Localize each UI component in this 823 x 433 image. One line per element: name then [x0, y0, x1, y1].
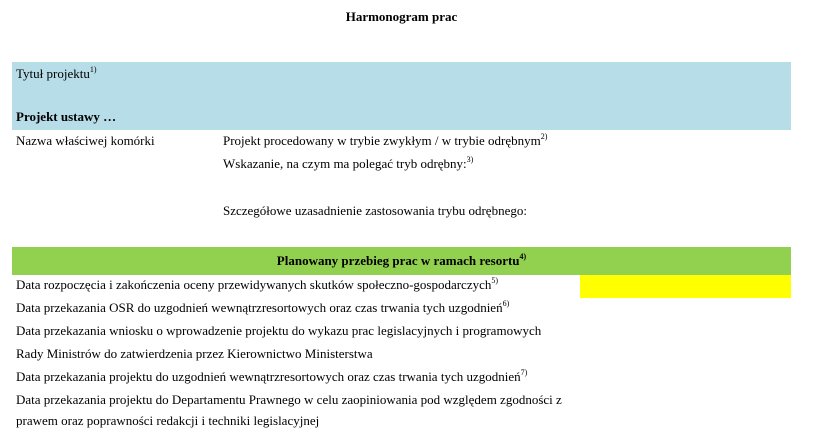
indication-label-text: Wskazanie, na czym ma polegać tryb odrębny:	[223, 156, 467, 171]
list-item: Rady Ministrów do zatwierdzenia przez Kierownictwo Ministerstwa	[16, 346, 373, 361]
footnote-1: 1)	[89, 64, 97, 74]
footnote-3: 3)	[466, 154, 474, 164]
justification-label: Szczegółowe uzasadnienie zastosowania trybu odrębnego:	[223, 203, 527, 218]
indication-label	[223, 156, 473, 172]
document-title: Harmonogram prac	[345, 9, 458, 24]
project-title-label-text: Tytuł projektu	[16, 66, 90, 81]
row-text: Data przekazania projektu do uzgodnień wewnątrzresortowych oraz czas trwania tych uzgodnień	[16, 369, 521, 384]
footnote-2: 2)	[540, 131, 548, 141]
row-text: Data rozpoczęcia i zakończenia oceny przewidywanych skutków społeczno-gospodarczych	[16, 277, 492, 292]
list-item: Data przekazania projektu do Departamentu Prawnego w celu zaopiniowania pod względem zgodności z	[16, 392, 562, 407]
project-title-label	[16, 66, 97, 82]
procedure-label	[223, 133, 547, 149]
section-header	[12, 253, 791, 269]
row-text: Data przekazania OSR do uzgodnień wewnątrzresortowych oraz czas trwania tych uzgodnień	[16, 300, 503, 315]
list-item	[16, 300, 509, 316]
footnote-5: 5)	[491, 275, 499, 285]
footnote-7: 7)	[520, 367, 528, 377]
list-item	[16, 369, 527, 385]
list-item: Data przekazania wniosku o wprowadzenie projektu do wykazu prac legislacyjnych i programowych	[16, 323, 542, 338]
procedure-label-text: Projekt procedowany w trybie zwykłym / w trybie odrębnym	[223, 133, 541, 148]
highlight-cell	[580, 275, 791, 298]
list-item	[16, 277, 498, 293]
project-header-band	[12, 62, 791, 130]
section-header-text: Planowany przebieg prac w ramach resortu	[276, 253, 520, 268]
project-name: Projekt ustawy …	[16, 109, 117, 124]
list-item: prawem oraz poprawności redakcji i techniki legislacyjnej	[16, 413, 320, 428]
footnote-6: 6)	[502, 298, 510, 308]
footnote-4: 4)	[519, 251, 527, 261]
unit-label: Nazwa właściwej komórki	[16, 133, 155, 148]
